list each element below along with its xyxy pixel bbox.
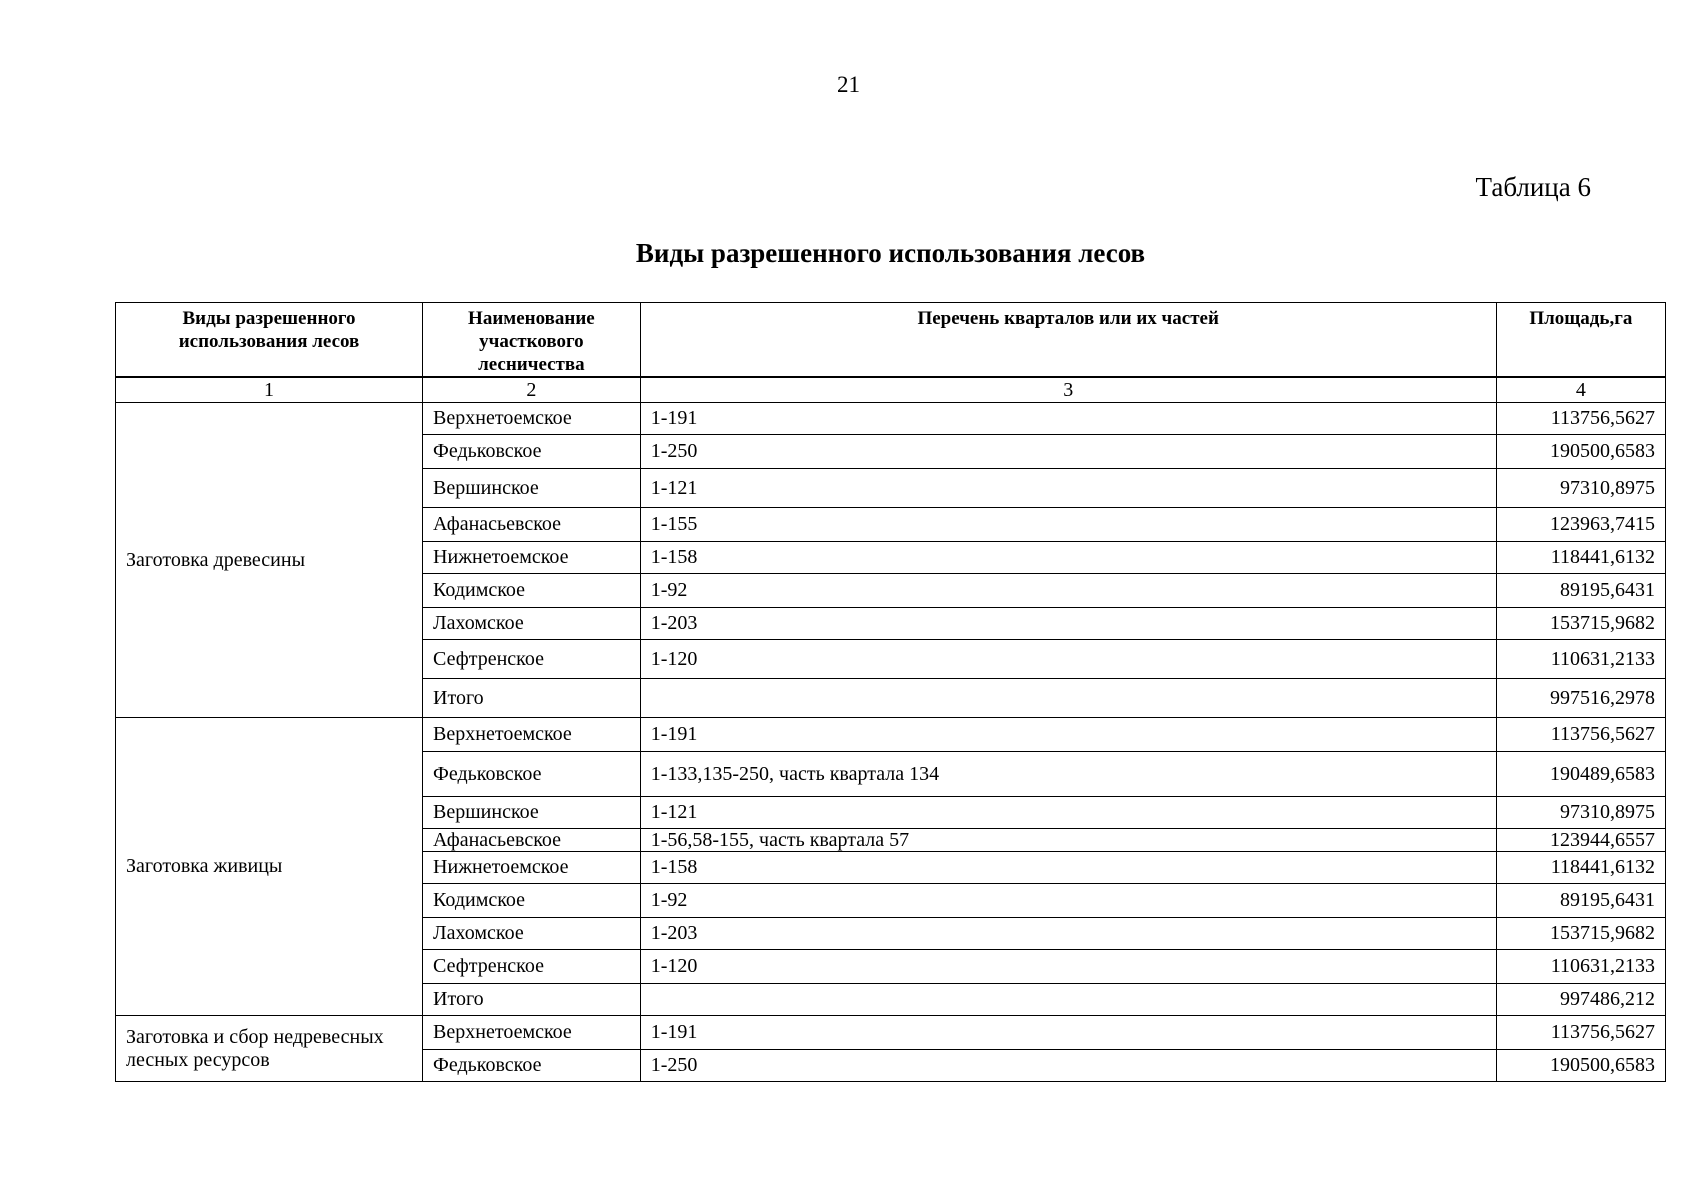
area-cell: 113756,5627 (1496, 403, 1665, 435)
header-kind: Виды разрешенного использования лесов (116, 303, 423, 377)
quarters-cell: 1-191 (640, 403, 1496, 435)
area-cell: 113756,5627 (1496, 1016, 1665, 1050)
forestry-cell: Лахомское (423, 918, 641, 950)
use-kind-cell: Заготовка живицы (116, 718, 423, 1016)
forestry-cell: Афанасьевское (423, 829, 641, 852)
quarters-cell (640, 679, 1496, 718)
table-row (116, 718, 1666, 752)
area-cell: 997486,212 (1496, 984, 1665, 1016)
area-cell: 153715,9682 (1496, 918, 1665, 950)
forestry-cell: Итого (423, 984, 641, 1016)
table-label: Таблица 6 (1475, 172, 1591, 202)
quarters-cell: 1-92 (640, 884, 1496, 918)
header-row (116, 303, 1666, 377)
area-cell: 190500,6583 (1496, 435, 1665, 469)
forestry-cell: Кодимское (423, 574, 641, 608)
forestry-cell: Федьковское (423, 1050, 641, 1082)
forestry-cell: Афанасьевское (423, 508, 641, 542)
forestry-cell: Федьковское (423, 435, 641, 469)
header-forestry: Наименование участкового лесничества (423, 303, 641, 377)
forestry-cell: Сефтренское (423, 640, 641, 679)
forestry-cell: Кодимское (423, 884, 641, 918)
table-row (116, 403, 1666, 435)
forestry-cell: Верхнетоемское (423, 718, 641, 752)
table-row (116, 1016, 1666, 1050)
area-cell: 110631,2133 (1496, 640, 1665, 679)
quarters-cell: 1-92 (640, 574, 1496, 608)
quarters-cell (640, 984, 1496, 1016)
quarters-cell: 1-191 (640, 718, 1496, 752)
column-number: 4 (1496, 378, 1665, 403)
area-cell: 89195,6431 (1496, 884, 1665, 918)
quarters-cell: 1-158 (640, 852, 1496, 884)
quarters-cell: 1-158 (640, 542, 1496, 574)
area-cell: 123963,7415 (1496, 508, 1665, 542)
forestry-cell: Лахомское (423, 608, 641, 640)
area-cell: 97310,8975 (1496, 469, 1665, 508)
quarters-cell: 1-191 (640, 1016, 1496, 1050)
forestry-cell: Федьковское (423, 752, 641, 797)
column-number-row (116, 378, 1666, 403)
quarters-cell: 1-56,58-155, часть квартала 57 (640, 829, 1496, 852)
quarters-cell: 1-203 (640, 608, 1496, 640)
use-kind-cell: Заготовка и сбор недревесных лесных ресурсов (116, 1016, 423, 1082)
area-cell: 997516,2978 (1496, 679, 1665, 718)
forest-use-table (115, 302, 1666, 1082)
use-kind-cell: Заготовка древесины (116, 403, 423, 718)
area-cell: 190500,6583 (1496, 1050, 1665, 1082)
quarters-cell: 1-121 (640, 797, 1496, 829)
header-area: Площадь,га (1496, 303, 1665, 377)
forestry-cell: Верхнетоемское (423, 1016, 641, 1050)
column-number: 2 (423, 378, 641, 403)
document-title: Виды разрешенного использования лесов (635, 238, 1146, 268)
quarters-cell: 1-133,135-250, часть квартала 134 (640, 752, 1496, 797)
area-cell: 118441,6132 (1496, 542, 1665, 574)
forestry-cell: Сефтренское (423, 950, 641, 984)
area-cell: 113756,5627 (1496, 718, 1665, 752)
area-cell: 97310,8975 (1496, 797, 1665, 829)
column-number: 3 (640, 378, 1496, 403)
quarters-cell: 1-121 (640, 469, 1496, 508)
quarters-cell: 1-250 (640, 435, 1496, 469)
quarters-cell: 1-120 (640, 950, 1496, 984)
forestry-cell: Итого (423, 679, 641, 718)
quarters-cell: 1-203 (640, 918, 1496, 950)
quarters-cell: 1-120 (640, 640, 1496, 679)
quarters-cell: 1-155 (640, 508, 1496, 542)
forestry-cell: Нижнетоемское (423, 852, 641, 884)
area-cell: 118441,6132 (1496, 852, 1665, 884)
column-number: 1 (116, 378, 423, 403)
area-cell: 123944,6557 (1496, 829, 1665, 852)
area-cell: 89195,6431 (1496, 574, 1665, 608)
area-cell: 110631,2133 (1496, 950, 1665, 984)
area-cell: 153715,9682 (1496, 608, 1665, 640)
forestry-cell: Нижнетоемское (423, 542, 641, 574)
forestry-cell: Вершинское (423, 797, 641, 829)
forestry-cell: Вершинское (423, 469, 641, 508)
header-quarters: Перечень кварталов или их частей (640, 303, 1496, 377)
area-cell: 190489,6583 (1496, 752, 1665, 797)
quarters-cell: 1-250 (640, 1050, 1496, 1082)
page-number: 21 (837, 72, 860, 97)
forestry-cell: Верхнетоемское (423, 403, 641, 435)
